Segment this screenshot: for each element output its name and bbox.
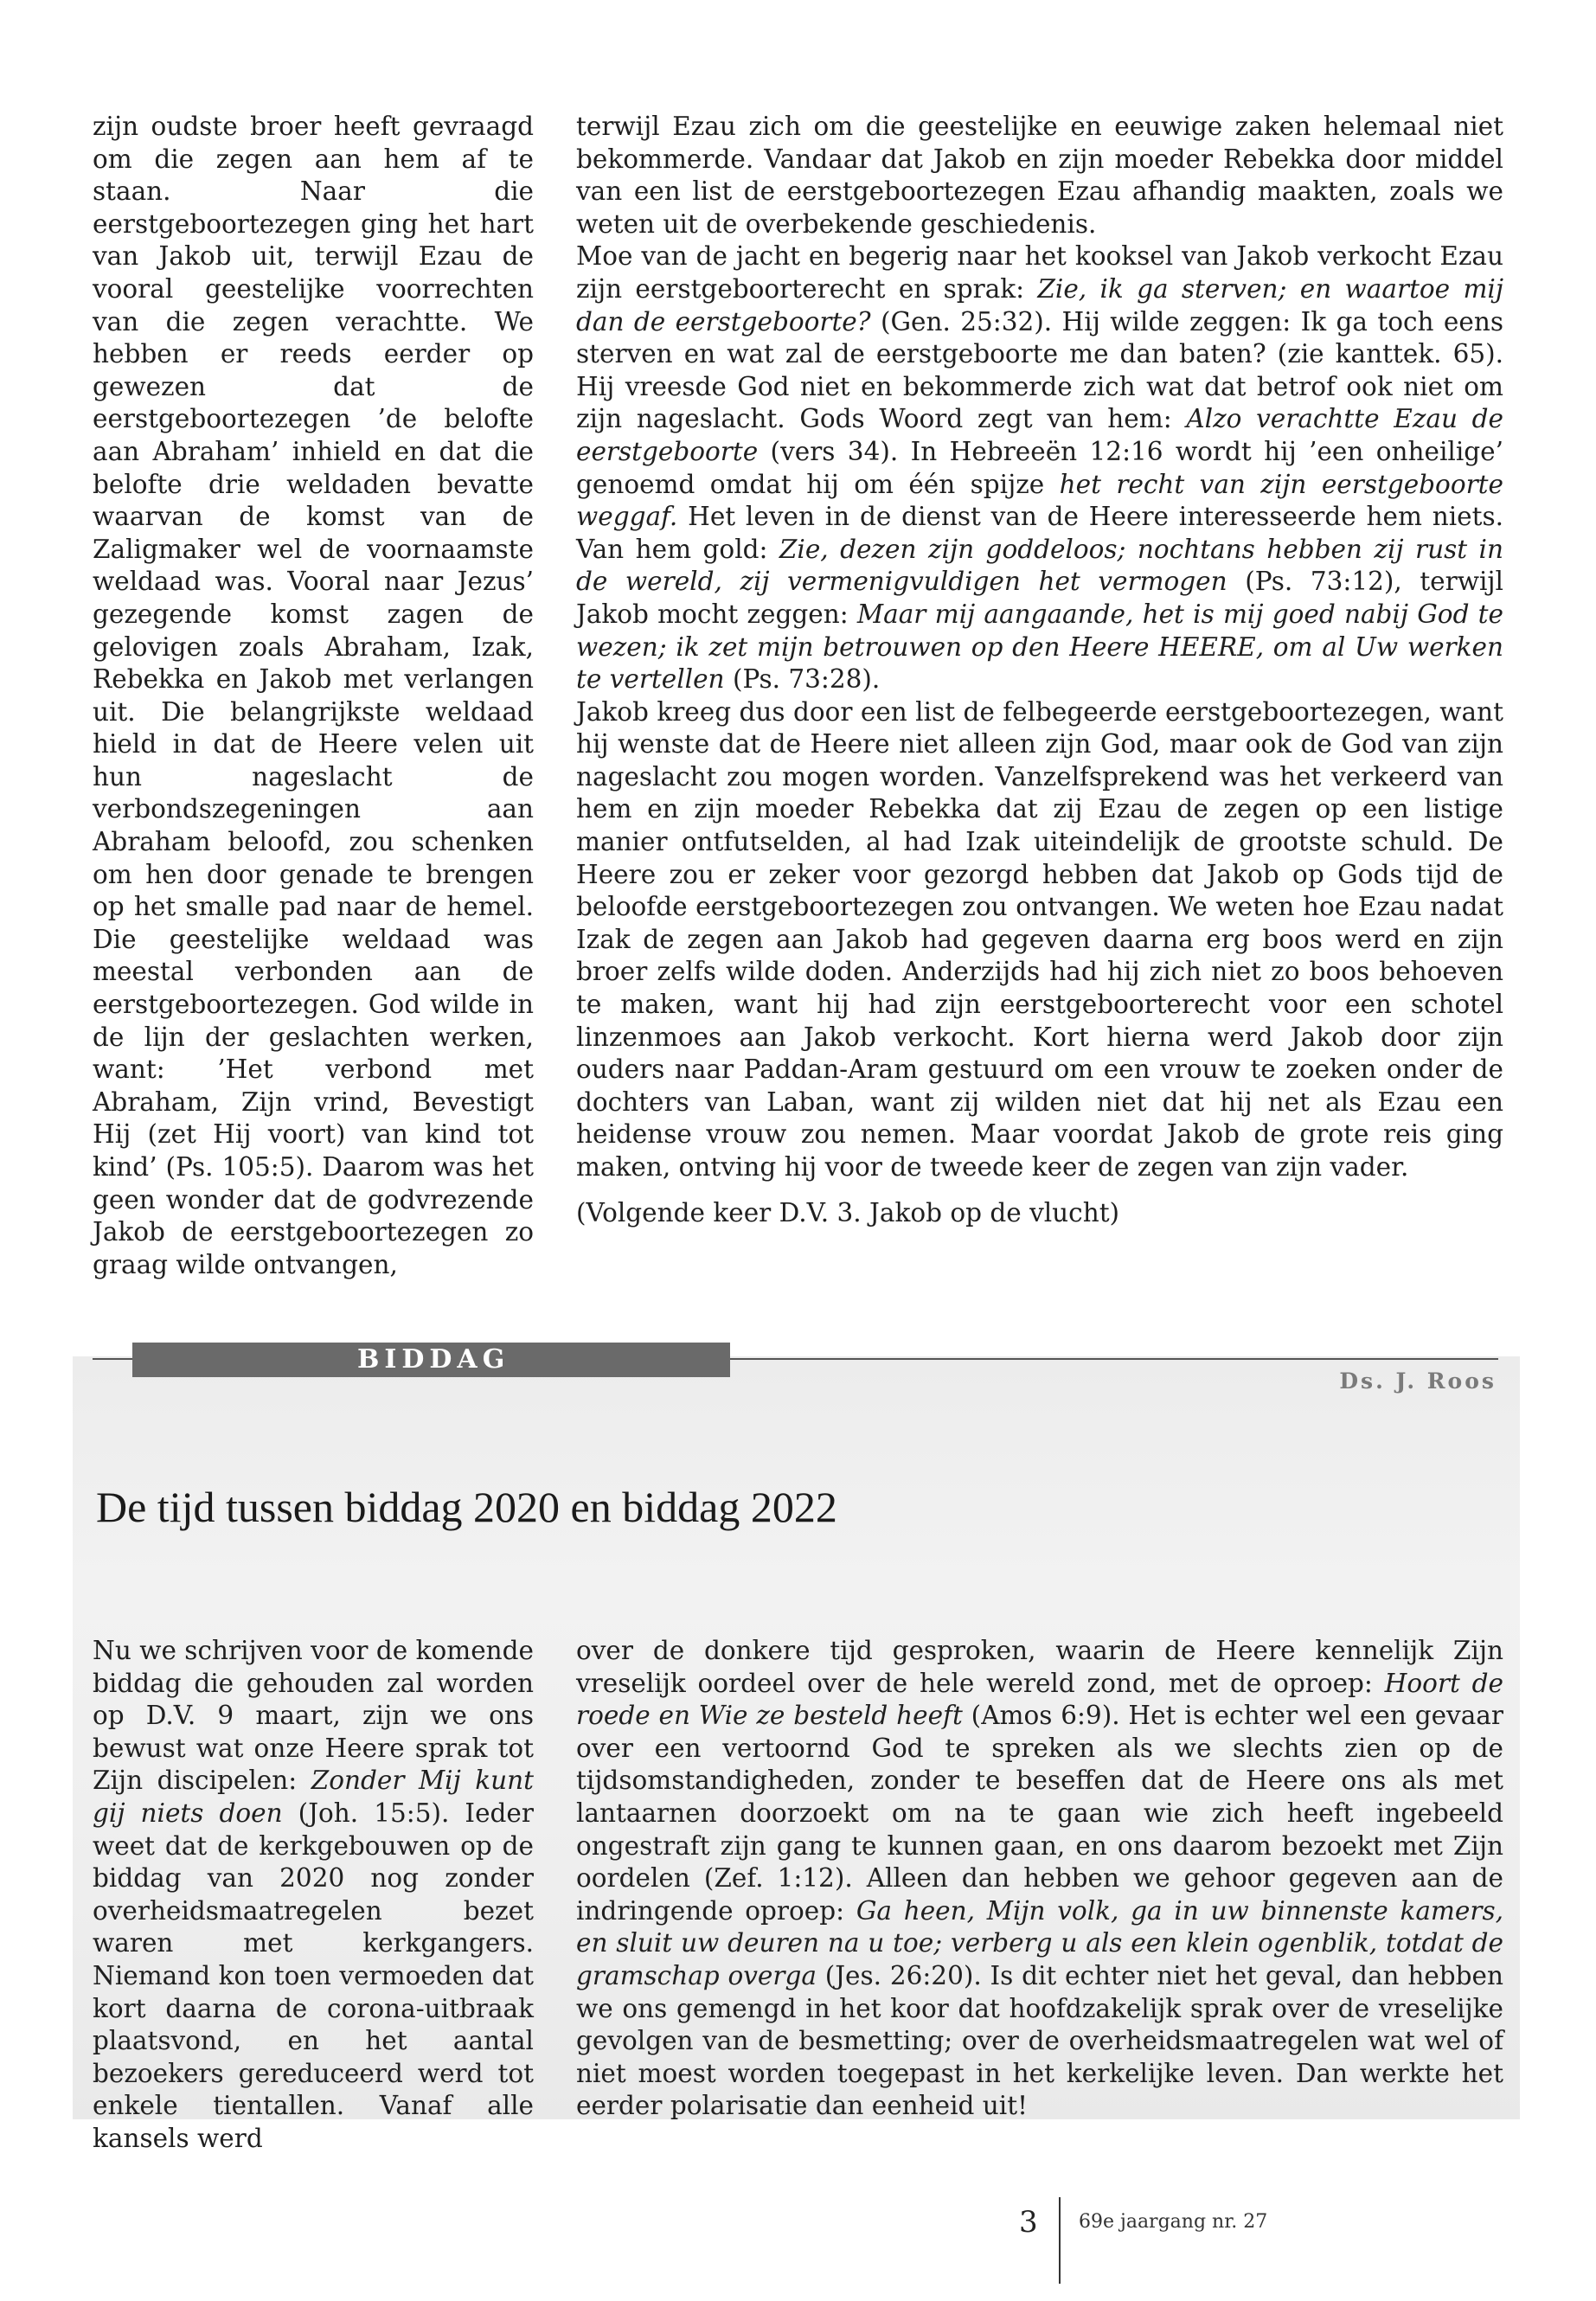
article-title: De tijd tussen biddag 2020 en biddag 2022 <box>96 1483 837 1531</box>
scripture-quote: Zie, dezen zijn goddeloos; nochtans hebben zij rust in de wereld, zij vermenigvuldigen het vermogen <box>576 534 1503 597</box>
scripture-quote: Zie, ik ga sterven; en waartoe mij dan de eerstgeboorte? <box>576 273 1503 336</box>
section-label: BIDDAG <box>357 1344 510 1375</box>
scripture-quote: Alzo verachtte Ezau de eerstgeboorte <box>576 404 1503 466</box>
text-run: over de donkere tijd gesproken, waarin de Heere kennelijk Zijn vreselijk oordeel over de hele wereld zond, met de oproep: <box>576 1636 1503 1698</box>
text-run: (Gen. 25:32). Hij wilde zeggen: Ik ga toch eens sterven en wat zal de eerstgeboorte me dan baten? (zie kanttek. 65). Hij vreesde God niet en bekommerde zich wat dat betrof ook niet om zijn nageslacht. Gods Woord zegt van hem: <box>576 306 1503 434</box>
text-run: (vers 34). In Hebreeën 12:16 wordt hij ’een onheilige’ genoemd omdat hij om één spijze <box>576 436 1503 499</box>
top-article-left-column <box>93 111 534 1281</box>
page-number: 3 <box>1019 2205 1038 2240</box>
biddag-left-column <box>93 1635 534 2156</box>
text-run: Nu we schrijven voor de komende biddag die gehouden zal worden op D.V. 9 maart, zijn we ons bewust wat onze Heere sprak tot Zijn discipelen: <box>93 1636 534 1796</box>
text-run: (Jes. 26:20). Is dit echter niet het geval, dan hebben we ons gemengd in het koor dat hoofdzakelijk sprak over de vreselijke gevolgen van de besmetting; over de overheidsmaatregelen wat wel of niet moest worden toegepast in het kerkelijke leven. Dan werkte het eerder polarisatie dan eenheid uit! <box>576 1960 1504 2121</box>
top-left-text: zijn oudste broer heeft gevraagd om die zegen aan hem af te staan. Naar die eerstgeboortezegen ging het hart van Jakob uit, terwijl Ezau de vooral geestelijke voorrechten van die zegen verachtte. We hebben er reeds eerder op gewezen dat de eerstgeboortezegen ’de belofte aan Abraham’ inhield en dat die belofte drie weldaden bevatte waarvan de komst van de Zaligmaker wel de voornaamste weldaad was. Vooral naar Jezus’ gezegende komst zagen de gelovigen zoals Abraham, Izak, Rebekka en Jakob met verlangen uit. Die belangrijkste weldaad hield in dat de Heere velen uit hun nageslacht de verbondszegeningen aan Abraham beloofd, zou schenken om hen door genade te brengen op het smalle pad naar de hemel. Die geestelijke weldaad was meestal verbonden aan de eerstgeboortezegen. God wilde in de lijn der geslachten werken, want: ’Het verbond met Abraham, Zijn vrind, Bevestigt Hij (zet Hij voort) van kind tot kind’ (Ps. 105:5). Daarom was het geen wonder dat de godvrezende Jakob de eerstgeboortezegen zo graag wilde ontvangen, <box>93 112 534 1279</box>
scripture-quote: Ga heen, Mijn volk, ga in uw binnenste kamers, en sluit uw deuren na u toe; verberg u als een klein ogenblik, totdat de gramschap overga <box>576 1895 1503 1990</box>
scripture-quote: Zonder Mij kunt gij niets doen <box>93 1766 534 1828</box>
scripture-quote: Maar mij aangaande, het is mij goed nabij God te wezen; ik zet mijn betrouwen op den Heere HEERE, om al Uw werken te vertellen <box>576 599 1503 695</box>
text-run: (Ps. 73:28). <box>724 664 881 695</box>
biddag-left-paragraph <box>93 1635 534 2156</box>
text-run: (Ps. 73:12), terwijl Jakob mocht zeggen: <box>576 567 1503 629</box>
scripture-quote: Hoort de roede en Wie ze besteld heeft <box>576 1668 1503 1731</box>
text-run: (Amos 6:9). Het is echter wel een gevaar over een vertoornd God te spreken als we slechts zien op de tijdsomstandigheden, zonder te beseffen dat de Heere ons als met lantaarnen doorzoekt om na te gaan wie zich heeft ingebeeld ongestraft zijn gang te kunnen gaan, en ons daarom bezoekt met Zijn oordelen (Zef. 1:12). Alleen dan hebben we gehoor gegeven aan de indringende oproep: <box>576 1701 1503 1926</box>
top-right-paragraph-1: terwijl Ezau zich om die geestelijke en eeuwige zaken helemaal niet bekommerde. Vandaar dat Jakob en zijn moeder Rebekka door middel van een list de eerstgeboortezegen Ezau afhandig maakten, zoals we weten uit de overbekende geschiedenis. <box>576 112 1503 239</box>
scripture-quote: het recht van zijn eerstgeboorte weggaf. <box>576 469 1503 532</box>
top-right-paragraph-3: Jakob kreeg dus door een list de felbegeerde eerstgeboortezegen, want hij wenste dat de Heere niet alleen zijn God, maar ook de God van zijn nageslacht zou mogen worden. Vanzelfsprekend was het verkeerd van hem en zijn moeder Rebekka dat zij Ezau de zegen op een listige manier ontfutselden, al had Izak uiteindelijk de grootste schuld. De Heere zou er zeker voor gezorgd hebben dat Jakob op Gods tijd de beloofde eerstgeboortezegen zou ontvangen. We weten hoe Ezau nadat Izak de zegen aan Jakob had gegeven daarna erg boos werd en zijn broer zelfs wilde doden. Anderzijds had hij zich niet zo boos behoeven te maken, want hij had zijn eerstgeboorterecht voor een schotel linzenmoes aan Jakob verkocht. Kort hierna werd Jakob door zijn ouders naar Paddan-Aram gestuurd om een vrouw te zoeken onder de dochters van Laban, want zij wilden niet dat hij net als Ezau een heidense vrouw zou nemen. Maar voordat Jakob de grote reis ging maken, ontving hij voor de tweede keer de zegen van zijn vader. <box>576 696 1503 1182</box>
text-run: (Joh. 15:5). Ieder weet dat de kerkgebouwen op de biddag van 2020 nog zonder overheidsmaatregelen bezet waren met kerkgangers. Niemand kon toen vermoeden dat kort daarna de corona-uitbraak plaatsvond, en het aantal bezoekers gereduceerd werd tot enkele tientallen. Vanaf alle kansels werd <box>93 1798 534 2153</box>
text-run: Moe van de jacht en begerig naar het kooksel van Jakob verkocht Ezau zijn eerstgeboorterecht en sprak: <box>576 241 1503 304</box>
biddag-right-paragraph <box>576 1635 1503 2123</box>
section-label-bar <box>132 1343 730 1377</box>
biddag-right-column <box>576 1635 1503 2123</box>
footer-divider <box>1059 2197 1061 2284</box>
article-author: Ds. J. Roos <box>1339 1368 1497 1394</box>
top-right-paragraph-2 <box>576 240 1503 695</box>
volume-issue-label: 69e jaargang nr. 27 <box>1079 2211 1268 2233</box>
top-article-right-column <box>576 111 1503 1184</box>
text-run: Het leven in de dienst van de Heere interesseerde hem niets. Van hem gold: <box>576 502 1503 564</box>
next-installment-note: (Volgende keer D.V. 3. Jakob op de vlucht) <box>576 1198 1120 1227</box>
